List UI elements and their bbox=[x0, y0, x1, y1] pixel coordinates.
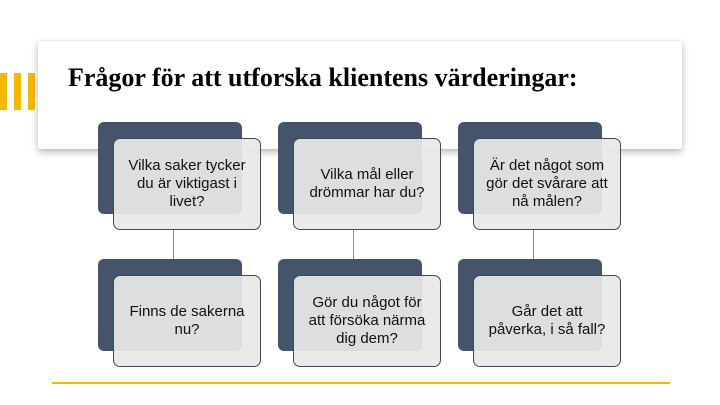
bottom-divider bbox=[52, 382, 670, 384]
node-3-top bbox=[473, 138, 621, 230]
node-2-bottom bbox=[293, 275, 441, 367]
accent-bar-1 bbox=[0, 73, 7, 110]
connector-1 bbox=[173, 230, 174, 262]
connector-2 bbox=[353, 230, 354, 262]
node-1-bottom-text: Finns de sakerna nu? bbox=[129, 303, 245, 338]
node-2-top bbox=[293, 138, 441, 230]
node-3-bottom bbox=[473, 275, 621, 367]
accent-bar-3 bbox=[28, 73, 35, 110]
node-1-top-text: Vilka saker tycker du är viktigast i livet? bbox=[128, 157, 246, 210]
accent-bar-2 bbox=[14, 73, 21, 110]
node-3-bottom-text: Går det att påverka, i så fall? bbox=[488, 303, 606, 338]
node-3-top-text: Är det något som gör det svårare att nå målen? bbox=[486, 157, 608, 210]
node-1-bottom bbox=[113, 275, 261, 367]
slide-title: Frågor för att utforska klientens värderingar: bbox=[68, 63, 578, 92]
node-2-bottom-text: Gör du något för att försöka närma dig dem? bbox=[308, 294, 426, 347]
node-1-top bbox=[113, 138, 261, 230]
connector-3 bbox=[533, 230, 534, 262]
node-2-top-text: Vilka mål eller drömmar har du? bbox=[309, 166, 425, 201]
